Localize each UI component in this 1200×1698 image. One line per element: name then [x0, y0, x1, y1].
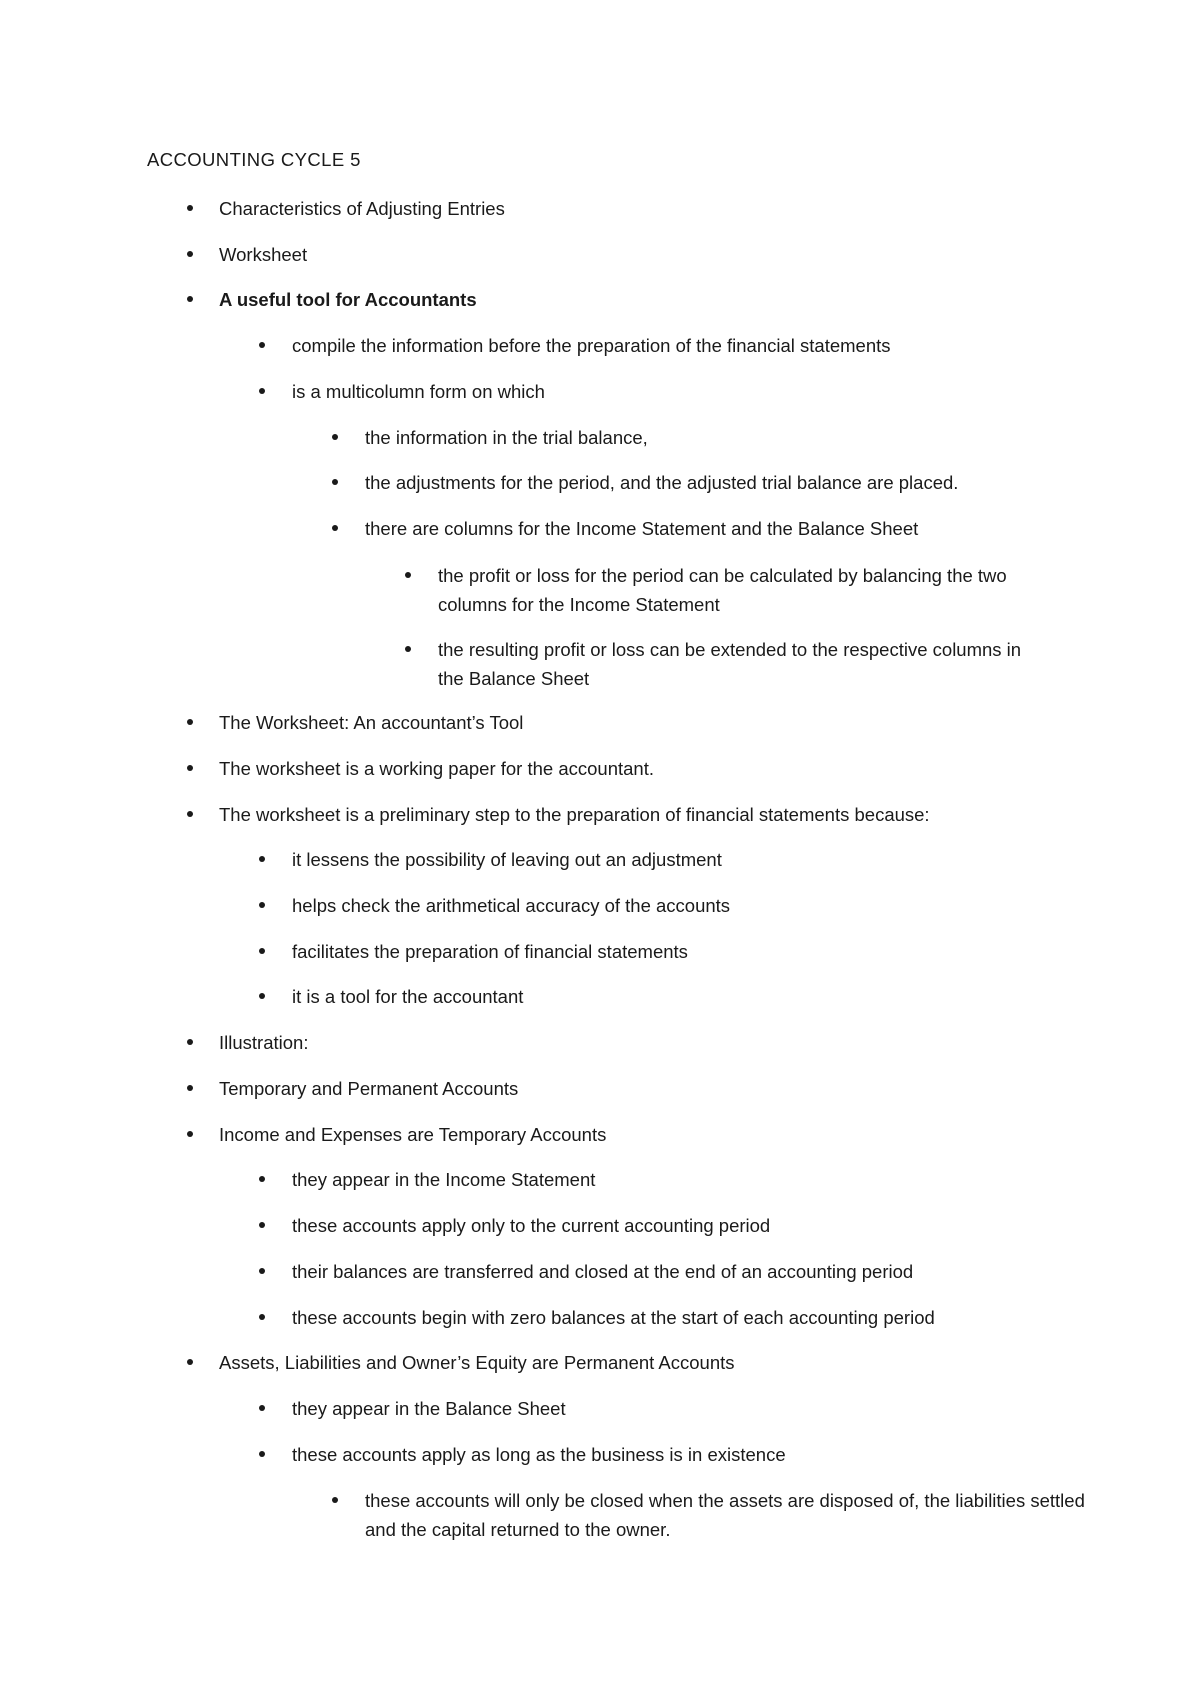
bullet-icon: [259, 1222, 265, 1228]
list-item: they appear in the Income Statement: [292, 1165, 1082, 1194]
list-item: these accounts will only be closed when the assets are disposed of, the liabilities settled and the capital returned to the owner.: [365, 1486, 1085, 1544]
bullet-icon: [259, 1268, 265, 1274]
bullet-icon: [332, 434, 338, 440]
bullet-icon: [259, 856, 265, 862]
bullet-icon: [187, 205, 193, 211]
list-item: these accounts apply only to the current accounting period: [292, 1211, 1082, 1240]
list-item: The Worksheet: An accountant’s Tool: [219, 708, 1079, 737]
list-item: the information in the trial balance,: [365, 423, 1085, 452]
list-item: these accounts begin with zero balances at the start of each accounting period: [292, 1303, 1082, 1332]
bullet-icon: [259, 388, 265, 394]
bullet-icon: [259, 902, 265, 908]
list-item: compile the information before the preparation of the financial statements: [292, 331, 1082, 360]
bullet-icon: [187, 1085, 193, 1091]
list-item: Illustration:: [219, 1028, 1079, 1057]
list-item: there are columns for the Income Statement and the Balance Sheet: [365, 514, 1085, 543]
list-item: the resulting profit or loss can be extended to the respective columns in the Balance Sheet: [438, 635, 1043, 693]
bullet-icon: [187, 1359, 193, 1365]
bullet-icon: [187, 296, 193, 302]
bullet-icon: [259, 1176, 265, 1182]
list-item: helps check the arithmetical accuracy of the accounts: [292, 891, 1082, 920]
document-title: ACCOUNTING CYCLE 5: [147, 149, 361, 170]
list-item: Characteristics of Adjusting Entries: [219, 194, 1079, 223]
list-item: Income and Expenses are Temporary Accounts: [219, 1120, 1079, 1149]
list-item: facilitates the preparation of financial statements: [292, 937, 1082, 966]
list-item: the profit or loss for the period can be calculated by balancing the two columns for the Income Statement: [438, 561, 1043, 619]
list-item: Assets, Liabilities and Owner’s Equity are Permanent Accounts: [219, 1348, 1079, 1377]
bullet-icon: [187, 765, 193, 771]
bullet-icon: [405, 572, 411, 578]
list-item: these accounts apply as long as the business is in existence: [292, 1440, 1082, 1469]
bullet-icon: [259, 342, 265, 348]
bullet-icon: [187, 1131, 193, 1137]
bullet-icon: [259, 1451, 265, 1457]
list-item: Temporary and Permanent Accounts: [219, 1074, 1079, 1103]
bullet-icon: [332, 479, 338, 485]
bullet-icon: [405, 646, 411, 652]
bullet-icon: [259, 1314, 265, 1320]
list-item: The worksheet is a preliminary step to the preparation of financial statements because:: [219, 800, 1079, 829]
list-item: the adjustments for the period, and the adjusted trial balance are placed.: [365, 468, 1085, 497]
bullet-icon: [332, 1497, 338, 1503]
list-item: is a multicolumn form on which: [292, 377, 1082, 406]
list-item: it is a tool for the accountant: [292, 982, 1082, 1011]
bullet-icon: [332, 525, 338, 531]
list-item: The worksheet is a working paper for the accountant.: [219, 754, 1079, 783]
list-item: A useful tool for Accountants: [219, 285, 1079, 314]
bullet-icon: [187, 1039, 193, 1045]
bullet-icon: [187, 251, 193, 257]
bullet-icon: [259, 1405, 265, 1411]
bullet-icon: [187, 811, 193, 817]
list-item: it lessens the possibility of leaving out an adjustment: [292, 845, 1082, 874]
list-item: Worksheet: [219, 240, 1079, 269]
bullet-icon: [259, 948, 265, 954]
bullet-icon: [259, 993, 265, 999]
list-item: their balances are transferred and closed at the end of an accounting period: [292, 1257, 1082, 1286]
list-item: they appear in the Balance Sheet: [292, 1394, 1082, 1423]
bullet-icon: [187, 719, 193, 725]
